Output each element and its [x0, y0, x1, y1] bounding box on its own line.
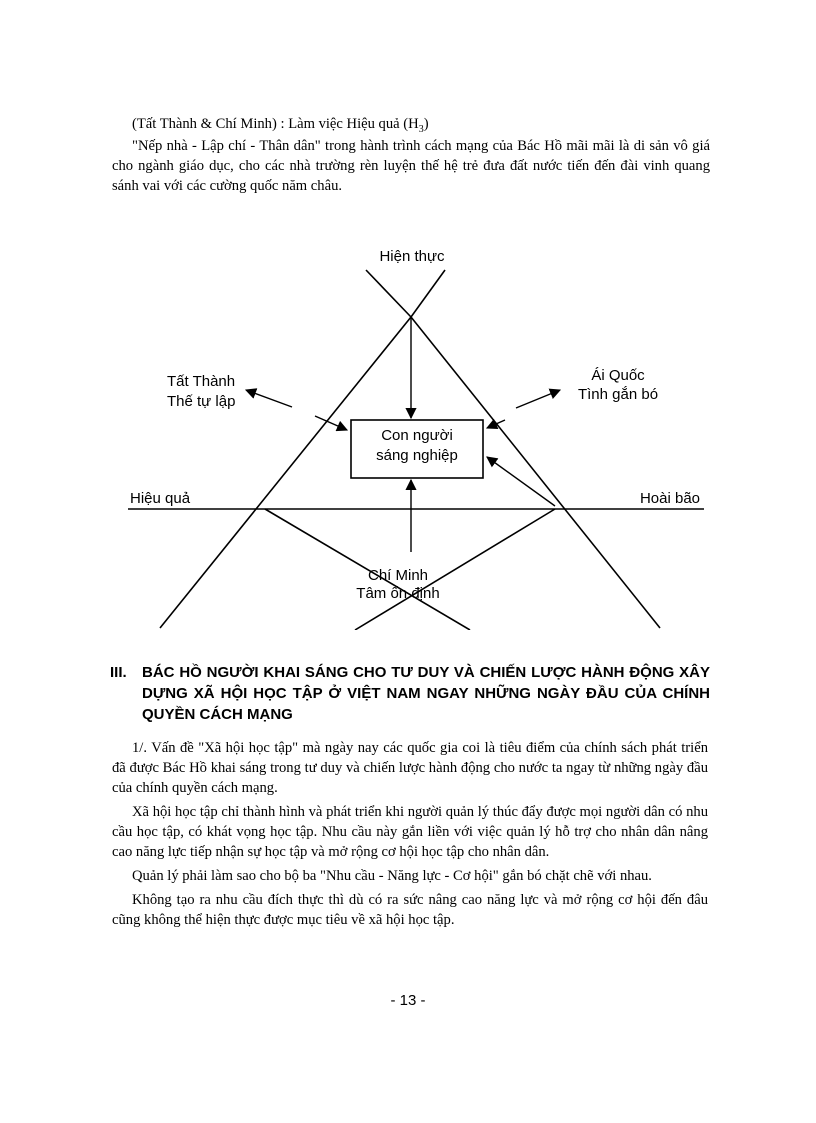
top-right-extension [411, 270, 445, 317]
label-center-2: sáng nghiệp [376, 447, 458, 464]
arrow-bottom-right-to-box [487, 457, 555, 506]
intro-paragraph: "Nếp nhà - Lập chí - Thân dân" trong hành trình cách mạng của Bác Hồ mãi mãi là di sản vô giá cho ngành giáo dục, cho các nhà trường rèn luyện thế hệ trẻ đưa đất nước tiến đến đài vinh quang sánh vai với các cường quốc năm châu. [112, 138, 710, 194]
arrow-left-to-box [315, 416, 347, 430]
label-hoai-bao: Hoài bão [639, 490, 700, 507]
label-ai-quoc: Ái Quốc [591, 367, 645, 384]
label-hien-thuc: Hiện thực [379, 248, 445, 265]
arrow-to-ai-quoc [516, 390, 560, 408]
arrow-right-to-box [487, 420, 505, 428]
section-title: BÁC HỒ NGƯỜI KHAI SÁNG CHO TƯ DUY VÀ CHIẾN LƯỢC HÀNH ĐỘNG XÂY DỰNG XÃ HỘI HỌC TẬP Ở VIỆT NAM NGAY NHỮNG NGÀY ĐẦU CỦA CHÍNH QUYỀN CÁCH MẠNG [142, 664, 710, 723]
page-number: - 13 - [390, 992, 426, 1009]
body-paragraph-2: Xã hội học tập chỉ thành hình và phát triển khi người quản lý thúc đẩy được mọi người dân có nhu cầu học tập, có khát vọng học tập. Nhu cầu này gắn liền với việc quản lý hỗ trợ cho nhân dân nâng cao năng lực tiếp nhận sự học tập và mở rộng cơ hội học tập cho nhân dân. [112, 804, 708, 860]
label-center-1: Con người [381, 427, 453, 444]
label-tat-thanh: Tất Thành [167, 373, 236, 390]
top-left-extension [366, 270, 411, 317]
label-tinh-gan-bo: Tình gắn bó [577, 386, 659, 403]
body-paragraph-4: Không tạo ra nhu cầu đích thực thì dù có ra sức nâng cao năng lực và mở rộng cơ hội đến đâu cũng không thể hiện thực được mục tiêu về xã hội học tập. [112, 892, 708, 928]
body-paragraph-3: Quản lý phải làm sao cho bộ ba "Nhu cầu - Năng lực - Cơ hội" gắn bó chặt chẽ với nhau. [132, 868, 652, 884]
triangle-diagram [0, 200, 816, 630]
body-paragraph-1: 1/. Vấn đề "Xã hội học tập" mà ngày nay các quốc gia coi là tiêu điểm của chính sách phát triển đã được Bác Hồ khai sáng trong tư duy và chiến lược hành động cho nước ta ngay từ những ngày đầu của chính quyền cách mạng. [112, 740, 708, 796]
label-the-tu-lap: Thế tự lập [167, 393, 236, 410]
label-hieu-qua: Hiệu quả [130, 490, 191, 507]
label-tam-on-dinh: Tâm ổn định [356, 585, 440, 602]
label-chi-minh: Chí Minh [367, 567, 429, 584]
section-heading [110, 662, 710, 725]
section-number: III. [110, 664, 127, 681]
arrow-to-tat-thanh [246, 390, 292, 407]
intro-line: (Tất Thành & Chí Minh) : Làm việc Hiệu quả $(H_3)$ [132, 116, 429, 135]
